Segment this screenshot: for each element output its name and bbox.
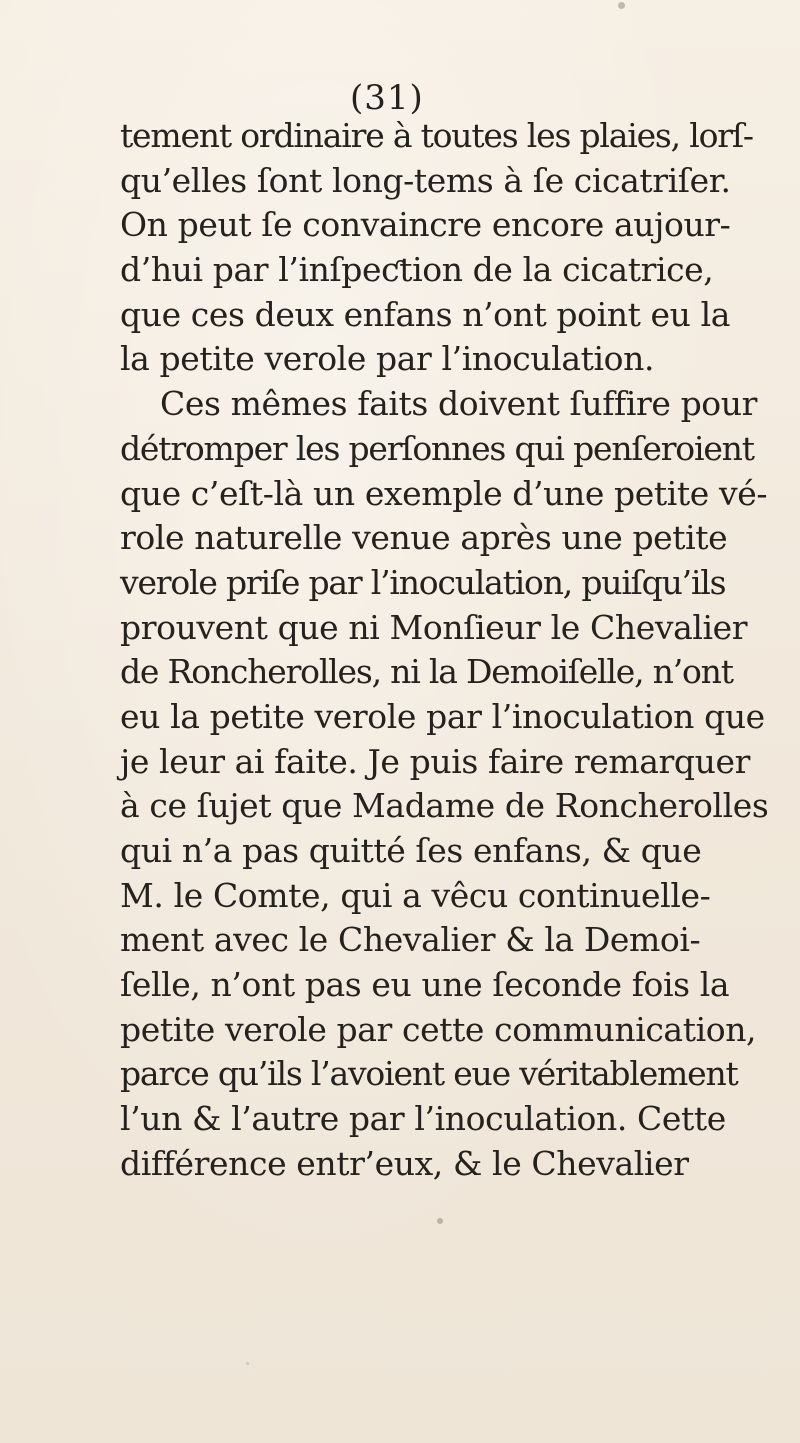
text-line: qu’elles ſont long-tems à ſe cicatriſer. [120,160,731,200]
text-line: détromper les perſonnes qui penſeroient [120,428,754,468]
text-line: qui n’a pas quitté ſes enfans, & que [120,831,702,870]
paper-speck [618,2,625,9]
paper-speck [246,1362,249,1365]
text-line: M. le Comte, qui a vêcu continuelle- [120,875,711,915]
text-line: à ce ſujet que Madame de Roncherolles [120,786,769,826]
text-line: prouvent que ni Monſieur le Chevalier [120,607,748,647]
text-line: role naturelle venue après une petite [120,518,728,558]
text-line: petite verole par cette communication, [120,1009,757,1049]
paper-speck [437,1218,443,1224]
text-line: la petite verole par l’inoculation. [120,339,655,379]
text-line: différence entr’eux, & le Chevalier [120,1143,689,1183]
text-line: eu la petite verole par l’inoculation que [120,696,765,736]
text-line: je leur ai faite. Je puis faire remarquer [120,741,750,781]
text-line: que ces deux enfans n’ont point eu la [120,294,731,334]
text-line: l’un & l’autre par l’inoculation. Cette [120,1099,726,1139]
text-line: parce qu’ils l’avoient eue véritablement [120,1054,738,1094]
text-line: On peut ſe convaincre encore aujour- [120,205,731,245]
text-line: tement ordinaire à toutes les plaies, lorſ- [120,116,753,155]
body-text [120,114,800,1187]
text-line: ment avec le Chevalier & la Demoi- [120,920,701,960]
page-number: (31) [350,78,424,118]
text-line: ſelle, n’ont pas eu une ſeconde fois la [120,965,730,1005]
text-line: de Roncherolles, ni la Demoiſelle, n’ont [120,652,733,692]
text-line: Ces mêmes faits doivent ſuffire pour [160,384,757,424]
text-line: d’hui par l’inſpeƈtion de la cicatrice, [120,250,714,290]
text-line: verole priſe par l’inoculation, puiſqu’ils [120,562,726,602]
text-line: que c’eſt-là un exemple d’une petite vé- [120,473,768,513]
